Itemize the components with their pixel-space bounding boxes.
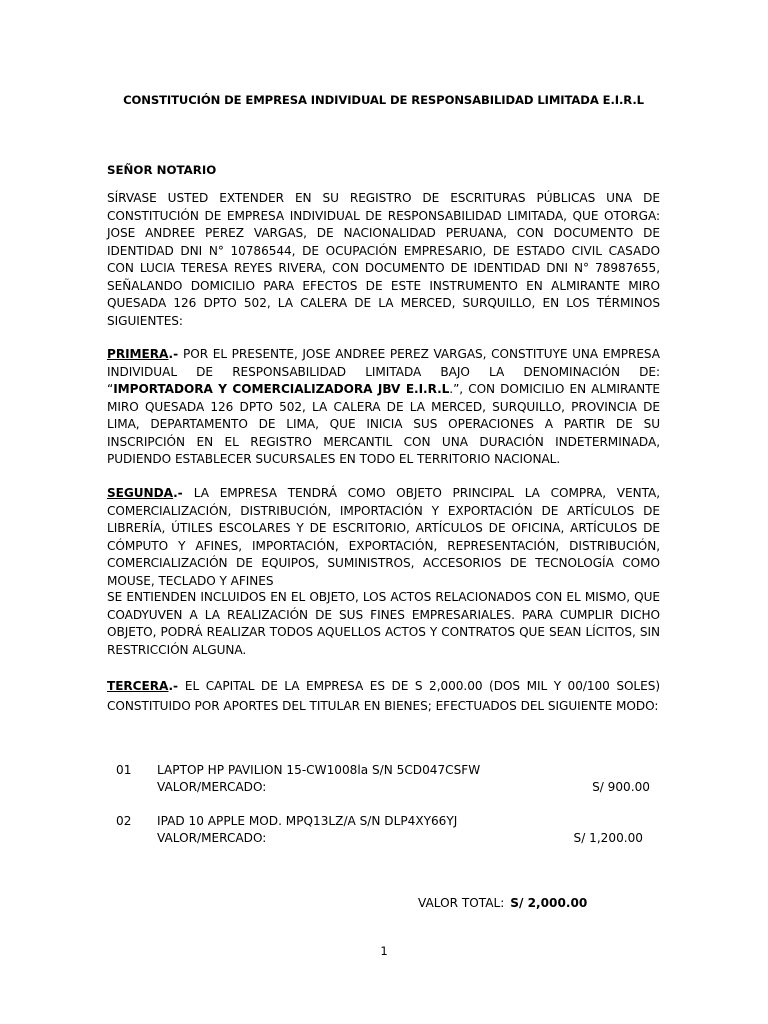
item-description: LAPTOP HP PAVILION 15-CW1008la S/N 5CD047CSFW — [157, 763, 481, 777]
scope-paragraph: SE ENTIENDEN INCLUIDOS EN EL OBJETO, LOS ACTOS RELACIONADOS CON EL MISMO, QUE COADYUVEN A LA REALIZACIÓN DE SUS FINES EMPRESARIALES. PARA CUMPLIR DICHO OBJETO, PODRÁ REALIZAR TODOS AQUELLOS ACTOS Y CONTRATOS QUE SEAN LÍCITOS, SIN RESTRICCIÓN ALGUNA. — [107, 590, 660, 657]
company-name: IMPORTADORA Y COMERCIALIZADORA JBV E.I.R.L — [113, 382, 450, 396]
clause-tercera-label: TERCERA — [107, 679, 169, 693]
clause-segunda-text: LA EMPRESA TENDRÁ COMO OBJETO PRINCIPAL LA COMPRA, VENTA, COMERCIALIZACIÓN, DISTRIBUCIÓN, IMPORTACIÓN Y EXPORTACIÓN DE ARTÍCULOS DE LIBRERÍA, ÚTILES ESCOLARES Y DE ESCRITORIO, ARTÍCULOS DE OFICINA, ARTÍCULOS DE CÓMPUTO Y AFINES, IMPORTACIÓN, EXPORTACIÓN, REPRESENTACIÓN, DISTRIBUCIÓN, COMERCIALIZACIÓN DE EQUIPOS, SUMINISTROS, ACCESORIOS DE TECNOLOGÍA COMO MOUSE, TECLADO Y AFINES — [107, 486, 660, 588]
item-number: 01 — [116, 763, 132, 777]
clause-segunda — [107, 485, 660, 590]
addressee-heading: SEÑOR NOTARIO — [107, 163, 217, 177]
clause-primera — [107, 346, 660, 469]
clause-primera-text-a: POR EL PRESENTE, JOSE ANDREE PEREZ VARGAS, CONSTITUYE UNA EMPRESA INDIVIDUAL DE RESPONSABILIDAD LIMITADA BAJO LA DENOMINACIÓN DE: “ — [107, 347, 660, 396]
clause-primera-text-b: .”, CON DOMICILIO EN ALMIRANTE MIRO QUESADA 126 DPTO 502, LA CALERA DE LA MERCED, SURQUILLO, PROVINCIA DE LIMA, DEPARTAMENTO DE LIMA, QUE INICIA SUS OPERACIONES A PARTIR DE SU INSCRIPCIÓN EN EL REGISTRO MERCANTIL CON UNA DURACIÓN INDETERMINADA, PUDIENDO ESTABLECER SUCURSALES EN TODO EL TERRITORIO NACIONAL. — [107, 382, 660, 466]
item-value-label: VALOR/MERCADO: — [157, 831, 267, 845]
document-title: CONSTITUCIÓN DE EMPRESA INDIVIDUAL DE RESPONSABILIDAD LIMITADA E.I.R.L — [123, 93, 644, 107]
clause-tercera-sep: .- — [168, 679, 185, 693]
intro-paragraph: SÍRVASE USTED EXTENDER EN SU REGISTRO DE ESCRITURAS PÚBLICAS UNA DE CONSTITUCIÓN DE EMPRESA INDIVIDUAL DE RESPONSABILIDAD LIMITADA, QUE OTORGA: JOSE ANDREE PEREZ VARGAS, DE NACIONALIDAD PERUANA, CON DOCUMENTO DE IDENTIDAD DNI N° 10786544, DE OCUPACIÓN EMPRESARIO, DE ESTADO CIVIL CASADO CON LUCIA TERESA REYES RIVERA, CON DOCUMENTO DE IDENTIDAD DNI N° 78987655, SEÑALANDO DOMICILIO PARA EFECTOS DE ESTE INSTRUMENTO EN ALMIRANTE MIRO QUESADA 126 DPTO 502, LA CALERA DE LA MERCED, SURQUILLO, EN LOS TÉRMINOS SIGUIENTES: — [107, 191, 660, 328]
item-number: 02 — [116, 814, 132, 828]
clause-segunda-sep: .- — [173, 486, 194, 500]
clause-primera-label: PRIMERA — [107, 347, 169, 361]
clause-segunda-label: SEGUNDA — [107, 486, 174, 500]
clause-tercera — [107, 676, 660, 716]
total-value — [418, 896, 587, 910]
total-amount: S/ 2,000.00 — [510, 896, 588, 910]
item-value: S/ 1,200.00 — [573, 831, 643, 845]
item-value-label: VALOR/MERCADO: — [157, 780, 267, 794]
item-value: S/ 900.00 — [592, 780, 650, 794]
item-description: IPAD 10 APPLE MOD. MPQ13LZ/A S/N DLP4XY66YJ — [157, 814, 458, 828]
total-label: VALOR TOTAL: — [418, 896, 505, 910]
clause-tercera-text: EL CAPITAL DE LA EMPRESA ES DE S 2,000.00 (DOS MIL Y 00/100 SOLES) CONSTITUIDO POR APORTES DEL TITULAR EN BIENES; EFECTUADOS DEL SIGUIENTE MODO: — [107, 679, 660, 713]
page-number: 1 — [380, 944, 388, 958]
clause-primera-sep: .- — [168, 347, 184, 361]
